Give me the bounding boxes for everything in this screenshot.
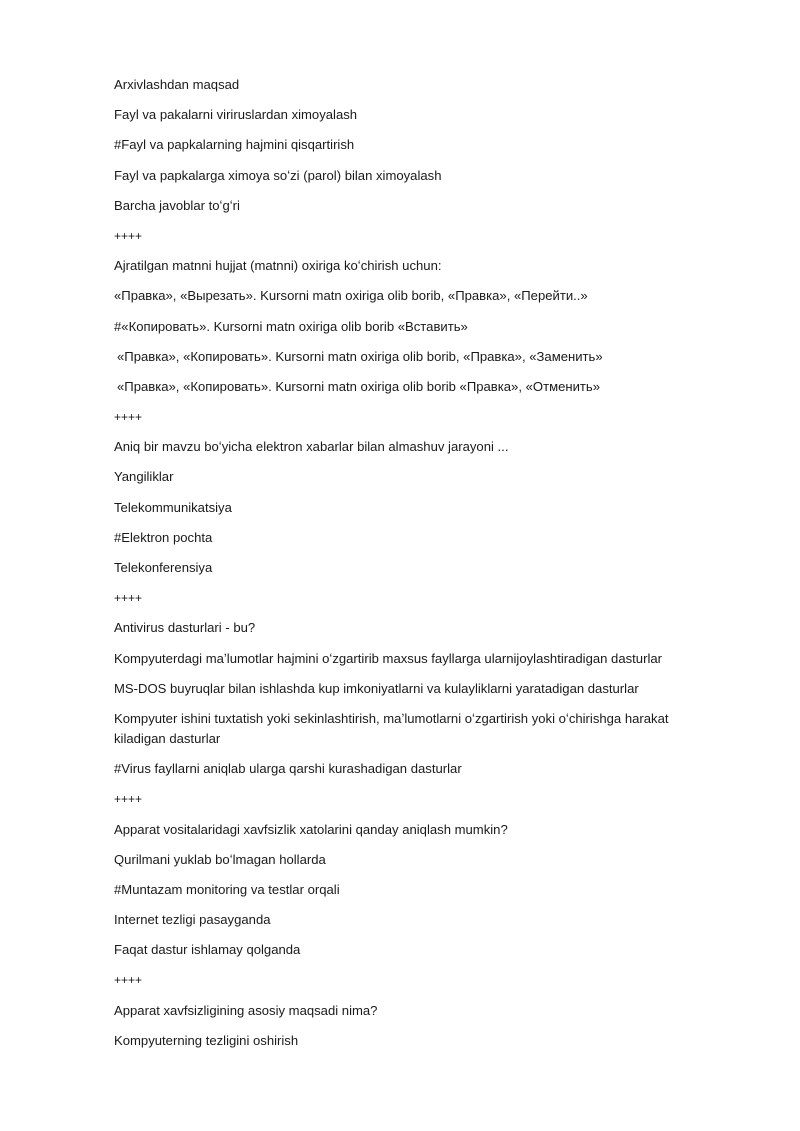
answer-option: Fayl va pakalarni viriruslardan ximoyalash [114,107,358,123]
answer-option: Kompyuterdagi maʼlumotlar hajmini oʻzgartirib maxsus fayllarga ularnijoylashtiradigan dasturlar [114,650,663,666]
answer-option: Faqat dastur ishlamay qolganda [114,942,301,958]
answer-option: Barcha javoblar toʻgʻri [114,197,240,213]
question-text: Arxivlashdan maqsad [114,77,240,92]
answer-option: Telekommunikatsiya [114,499,232,515]
answer-option: MS-DOS buyruqlar bilan ishlashda kup imkoniyatlarni va kulayliklarni yaratadigan dasturlar [114,680,639,696]
question-separator: ++++ [114,792,143,807]
answer-option: «Правка», «Вырезать». Kursorni matn oxiriga olib borib, «Правка», «Перейти..» [114,288,588,304]
answer-option-correct: #Virus fayllarni aniqlab ularga qarshi kurashadigan dasturlar [114,761,462,777]
question-text: Apparat xavfsizligining asosiy maqsadi nima? [114,1002,378,1018]
question-text: Apparat vositalaridagi xavfsizlik xatolarini qanday aniqlash mumkin? [114,821,508,837]
answer-option-correct: #Fayl va papkalarning hajmini qisqartirish [114,137,355,153]
answer-option-correct: #«Копировать». Kursorni matn oxiriga olib borib «Вставить» [114,318,468,334]
question-separator: ++++ [114,228,143,243]
question-separator: ++++ [114,591,143,606]
question-text: Antivirus dasturlari - bu? [114,620,256,636]
answer-option: «Правка», «Копировать». Kursorni matn oxiriga olib borib, «Правка», «Заменить» [117,348,603,364]
answer-option: Yangiliklar [114,469,174,485]
document-body [114,75,704,1061]
answer-option: «Правка», «Копировать». Kursorni matn oxiriga olib borib «Правка», «Отменить» [117,378,600,394]
answer-option: Fayl va papkalarga ximoya soʻzi (parol) bilan ximoyalash [114,167,442,183]
answer-option: Internet tezligi pasayganda [114,912,271,928]
question-separator: ++++ [114,973,143,988]
answer-option: Qurilmani yuklab boʻlmagan hollarda [114,851,326,867]
answer-option-correct: #Elektron pochta [114,529,213,545]
answer-option-correct: #Muntazam monitoring va testlar orqali [114,881,340,897]
question-separator: ++++ [114,410,143,425]
answer-option: Telekonferensiya [114,560,213,575]
question-text: Aniq bir mavzu boʻyicha elektron xabarlar bilan almashuv jarayoni ... [114,439,509,455]
question-text: Ajratilgan matnni hujjat (matnni) oxiriga koʻchirish uchun: [114,258,442,274]
answer-option: Kompyuter ishini tuxtatish yoki sekinlashtirish, maʼlumotlarni oʻzgartirish yoki oʻchirishga harakat kiladigan dasturlar [114,710,669,746]
answer-option: Kompyuterning tezligini oshirish [114,1032,299,1048]
